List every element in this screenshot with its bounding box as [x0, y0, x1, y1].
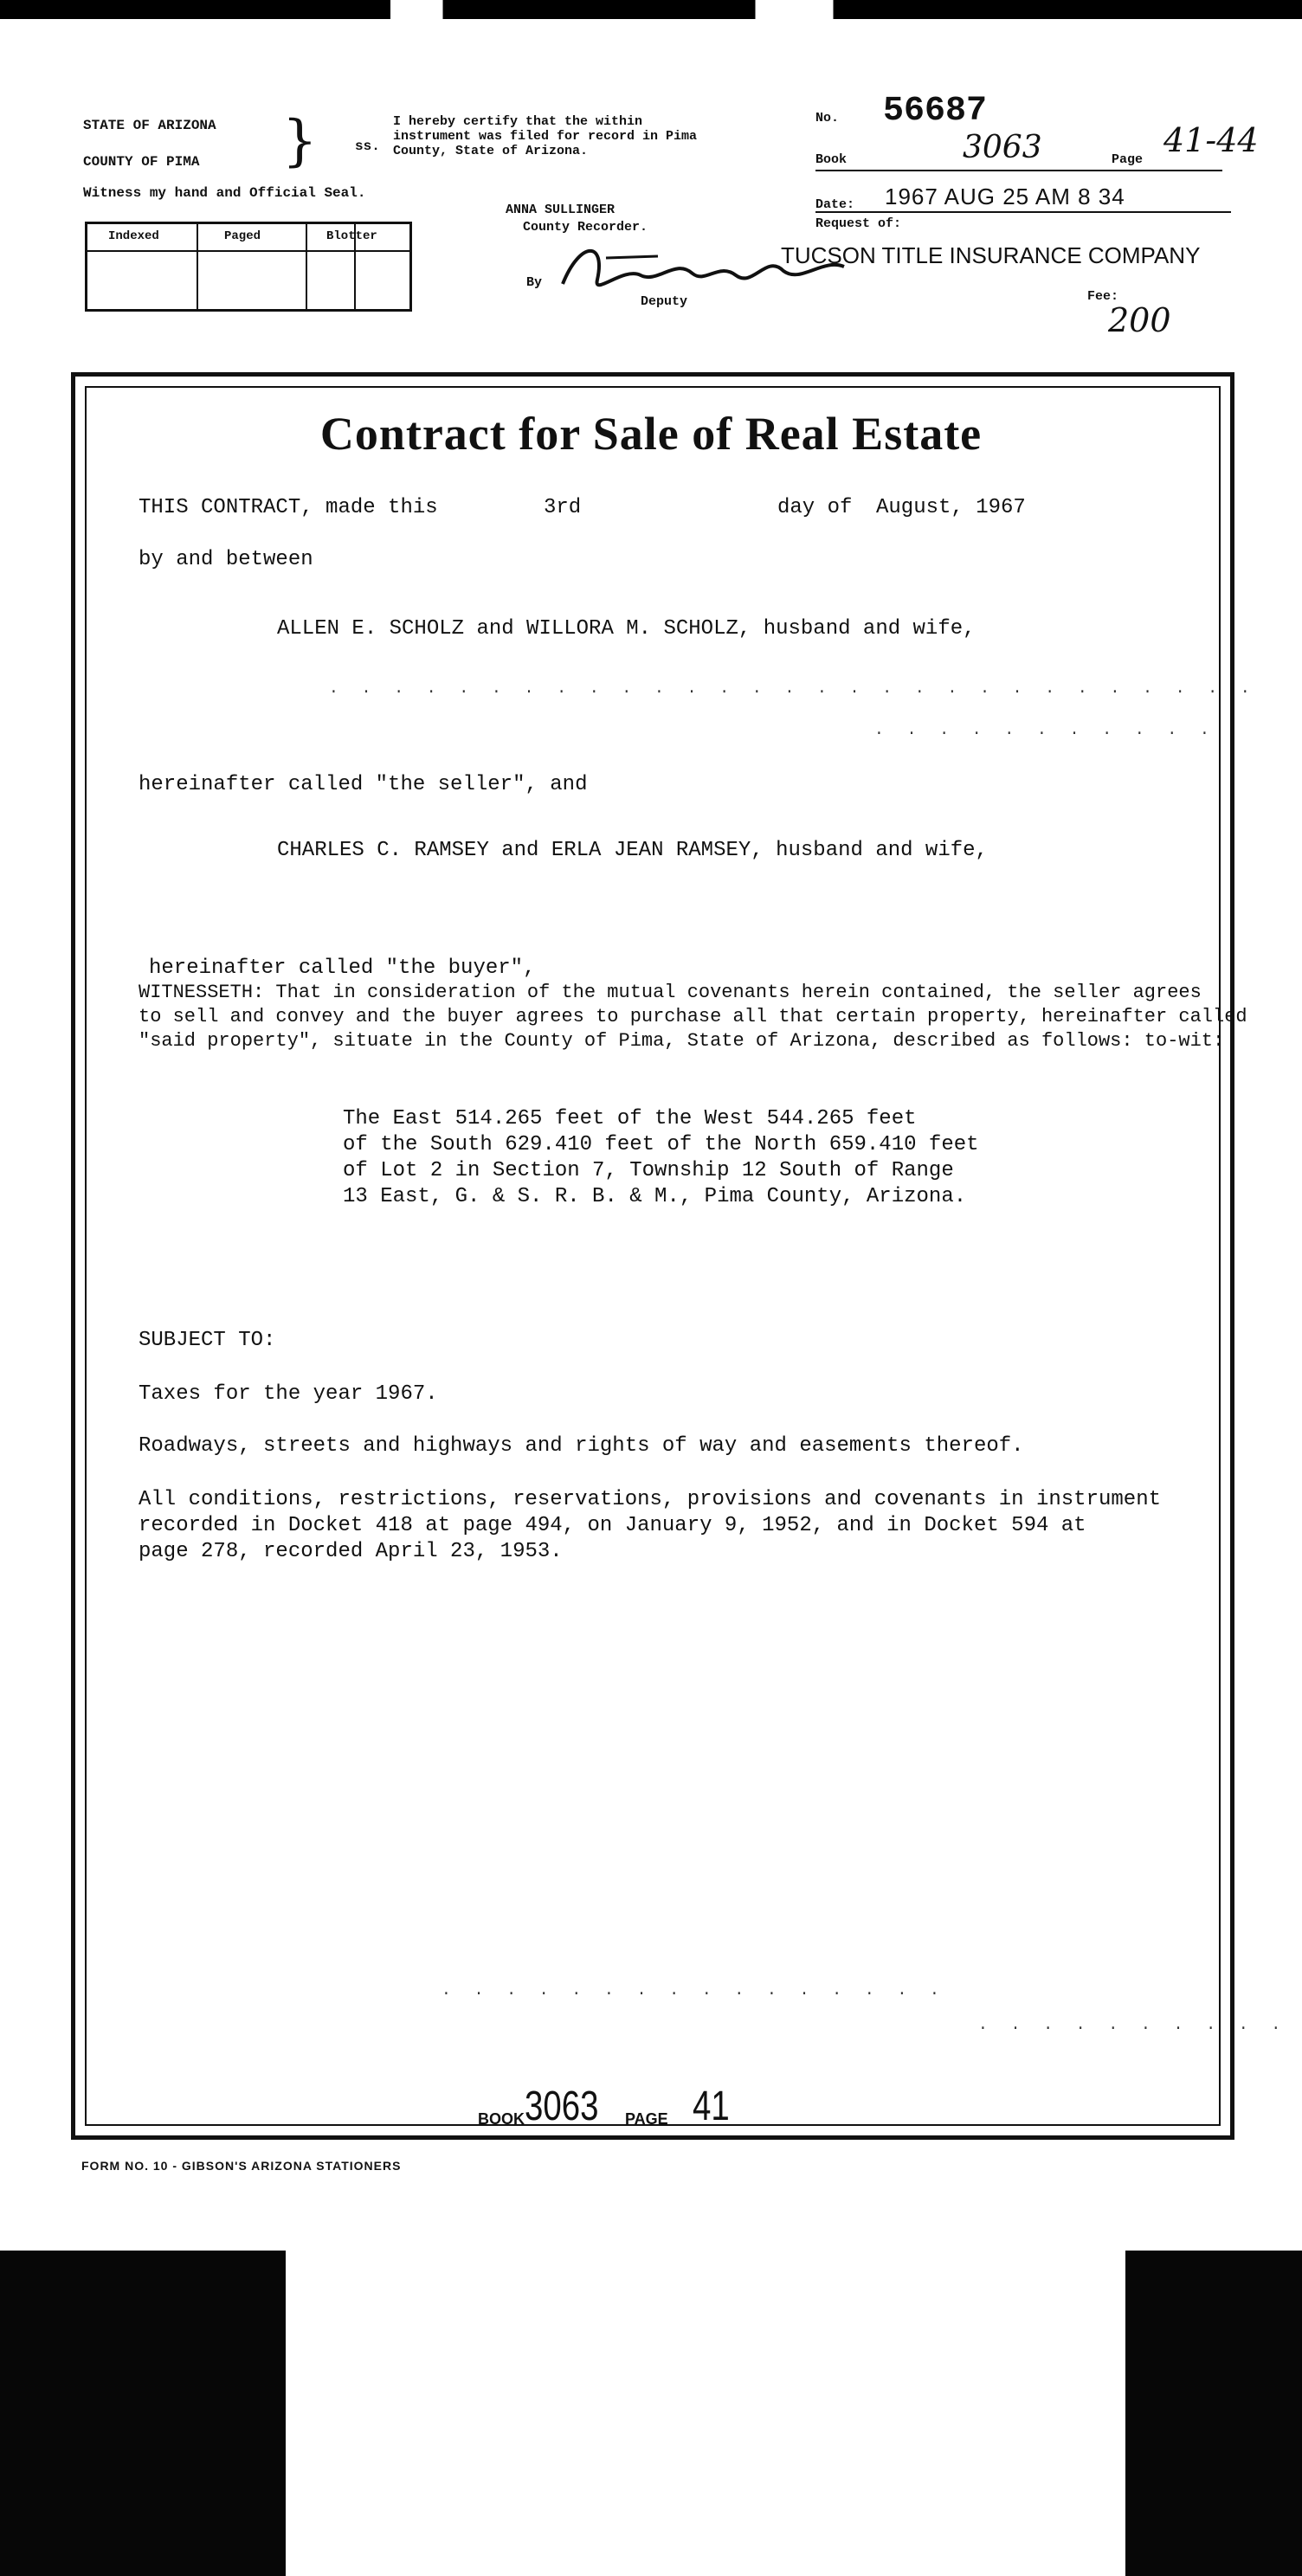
taxes-item: Taxes for the year 1967. — [139, 1382, 438, 1406]
seller-names: ALLEN E. SCHOLZ and WILLORA M. SCHOLZ, husband and wife, — [277, 617, 976, 641]
witnesseth-line-1: WITNESSETH: That in consideration of the mutual covenants herein contained, the seller agrees — [139, 982, 1202, 1003]
book-label: Book — [815, 152, 848, 167]
footer-book-number: 3063 — [525, 2083, 599, 2129]
recorder-name: ANNA SULLINGER — [506, 203, 616, 217]
index-table — [85, 222, 412, 312]
contract-day-of-label: day of — [777, 496, 853, 519]
document-border-inner — [85, 386, 1221, 2126]
index-table-header: Paged — [224, 229, 261, 243]
witnesseth-line-2: to sell and convey and the buyer agrees to purchase all that certain property, hereinafter called — [139, 1006, 1247, 1027]
legal-description-line-2: of the South 629.410 feet of the North 659.410 feet — [343, 1133, 979, 1156]
fee-label: Fee: — [1087, 289, 1119, 304]
doc-number: 56687 — [883, 92, 988, 131]
contract-month-year: August, 1967 — [876, 496, 1026, 519]
county-line: COUNTY OF PIMA — [83, 154, 200, 170]
conditions-line-3: page 278, recorded April 23, 1953. — [139, 1540, 563, 1563]
roadways-item: Roadways, streets and highways and rights of way and easements thereof. — [139, 1434, 1024, 1458]
certify-text: I hereby certify that the within instrument was filed for record in Pima County, State of Arizona. — [393, 114, 698, 158]
contract-made-label: THIS CONTRACT, made this — [139, 496, 438, 519]
page-value: 41-44 — [1163, 121, 1259, 159]
scan-dark-region-left — [0, 2251, 286, 2576]
request-label: Request of: — [815, 216, 902, 231]
request-value: TUCSON TITLE INSURANCE COMPANY — [781, 242, 1201, 268]
witnesseth-line-3: "said property", situate in the County of Pima, State of Arizona, described as follows: to-wit: — [139, 1030, 1225, 1052]
date-label: Date: — [815, 197, 855, 212]
index-table-header: Indexed — [108, 229, 159, 243]
doc-number-label: No. — [815, 111, 840, 126]
contract-day: 3rd — [544, 496, 582, 519]
legal-description-line-4: 13 East, G. & S. R. B. & M., Pima County, Arizona. — [343, 1185, 967, 1208]
seller-called: hereinafter called "the seller", and — [139, 773, 588, 796]
signature-dotted-line: . . . . . . . . . . . . . . . . — [442, 1982, 946, 2000]
witness-line: Witness my hand and Official Seal. — [83, 185, 366, 201]
buyer-names: CHARLES C. RAMSEY and ERLA JEAN RAMSEY, husband and wife, — [277, 839, 988, 862]
deputy-label: Deputy — [641, 294, 688, 309]
document-title: Contract for Sale of Real Estate — [319, 408, 983, 460]
seller-dotted-line: . . . . . . . . . . . . . . . . . . . . . . . . . . . . . — [329, 680, 1257, 698]
signature-dotted-line: . . . . . . . . . . — [978, 2017, 1288, 2034]
footer-page-label: PAGE — [625, 2110, 668, 2128]
ss-mark: ss. — [355, 138, 380, 154]
margin-number — [0, 242, 90, 294]
brace-mark: } — [282, 109, 318, 173]
by-and-between: by and between — [139, 548, 313, 571]
date-rule — [815, 211, 1231, 213]
scan-edge-top — [0, 0, 1302, 19]
buyer-called: hereinafter called "the buyer", — [149, 956, 536, 980]
conditions-line-2: recorded in Docket 418 at page 494, on January 9, 1952, and in Docket 594 at — [139, 1514, 1086, 1537]
fee-value: 200 — [1108, 301, 1171, 339]
footer-book-label: BOOK — [478, 2110, 525, 2128]
subject-to-heading: SUBJECT TO: — [139, 1329, 276, 1352]
index-table-header: Blotter — [326, 229, 377, 243]
footer-page-number: 41 — [693, 2083, 730, 2129]
book-page-rule — [815, 170, 1222, 171]
seller-dotted-line: . . . . . . . . . . . — [874, 722, 1216, 739]
legal-description-line-1: The East 514.265 feet of the West 544.265 feet — [343, 1107, 917, 1130]
page-label: Page — [1112, 152, 1144, 167]
legal-description-line-3: of Lot 2 in Section 7, Township 12 South of Range — [343, 1159, 954, 1182]
form-number-line: FORM NO. 10 - GIBSON'S ARIZONA STATIONERS — [81, 2159, 402, 2173]
book-value: 3063 — [963, 130, 1042, 165]
by-label: By — [526, 275, 543, 290]
scan-dark-region-right — [1125, 2251, 1302, 2576]
state-line: STATE OF ARIZONA — [83, 118, 216, 133]
date-value: 1967 AUG 25 AM 8 34 — [885, 184, 1125, 209]
recorder-title: County Recorder. — [523, 220, 648, 235]
conditions-line-1: All conditions, restrictions, reservations, provisions and covenants in instrument — [139, 1488, 1161, 1511]
